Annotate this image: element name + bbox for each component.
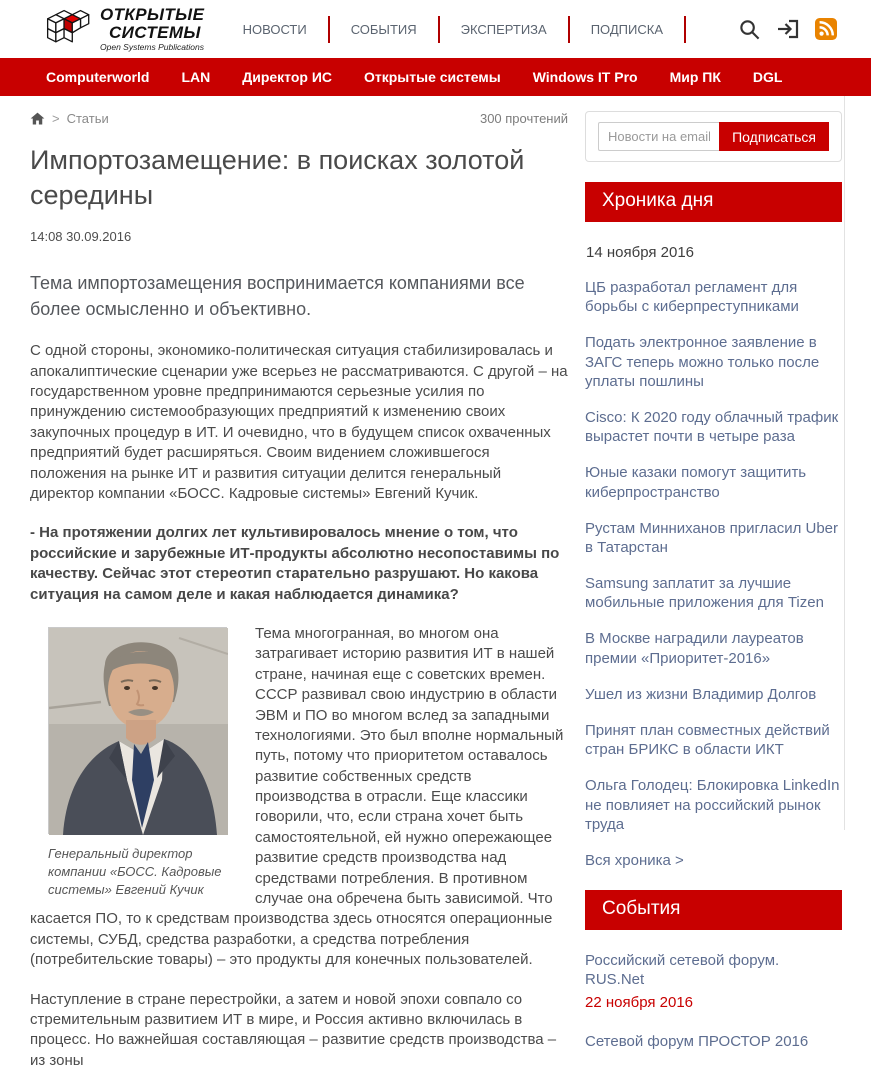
chronicle-item[interactable]: Принят план совместных действий стран БРИКС в области ИКТ (585, 722, 830, 759)
login-icon[interactable] (776, 17, 800, 41)
interview-question: - На протяжении долгих лет культивировалось мнение о том, что российские и зарубежные ИТ-продукты абсолютно несопоставимы по качеству. Сейчас этот стереотип старательно разрушают. Но какова ситуация на самом деле и какая наблюдается динамика? (30, 524, 560, 603)
logo-text (100, 6, 204, 52)
top-nav (222, 16, 686, 43)
nav-dgl[interactable]: DGL (752, 69, 783, 85)
subscribe-email-input[interactable] (598, 122, 719, 151)
logo-name-line1: ОТКРЫТЫЕ (100, 5, 205, 25)
answer-block (30, 624, 568, 1071)
read-count: 300 прочтений (479, 111, 568, 126)
chronicle-item[interactable]: Samsung заплатит за лучшие мобильные приложения для Tizen (585, 575, 824, 612)
top-nav-events[interactable]: СОБЫТИЯ (350, 21, 417, 37)
chronicle-item[interactable]: В Москве наградили лауреатов премии «Приоритет-2016» (585, 630, 804, 667)
photo-caption: Генеральный директор компании «БОСС. Кадровые системы» Евгений Кучик (48, 845, 222, 897)
event-title-link[interactable]: Российский сетевой форум. RUS.Net (585, 952, 780, 989)
article-paragraph-2: Наступление в стране перестройки, а затем и новой эпохи совпало со стремительным развитием ИТ в мире, и Россия активно включилась в процесс. Но важнейшая составляющая – развитие средств производства – из зоны (30, 990, 557, 1069)
nav-open-systems[interactable]: Открытые системы (364, 69, 501, 85)
interviewee-figure (48, 627, 229, 899)
event-item (585, 1032, 842, 1051)
events-header: События (585, 890, 842, 930)
article-lead: Тема импортозамещения воспринимается компаниями все более осмысленно и объективно. (30, 273, 525, 320)
logo-cubes-icon (46, 7, 92, 52)
top-nav-expertise[interactable]: ЭКСПЕРТИЗА (460, 21, 547, 37)
chronicle-item[interactable]: Рустам Минниханов пригласил Uber в Татарстан (585, 519, 839, 556)
subscribe-box (585, 111, 842, 162)
portrait-photo (48, 627, 227, 834)
nav-windows-it-pro[interactable]: Windows IT Pro (532, 69, 638, 85)
chronicle-item[interactable]: Подать электронное заявление в ЗАГС теперь можно только после уплаты пошлины (585, 334, 820, 390)
chronicle-date: 14 ноября 2016 (586, 244, 695, 261)
search-icon[interactable] (738, 18, 761, 41)
chronicle-item[interactable]: Ольга Голодец: Блокировка LinkedIn не повлияет на российский рынок труда (585, 777, 840, 833)
article-title: Импортозамещение: в поисках золотой середины (30, 145, 525, 210)
page-content (0, 96, 871, 1086)
breadcrumb-section-link[interactable]: Статьи (66, 111, 109, 126)
publications-nav (0, 58, 871, 96)
logo-tagline: Open Systems Publications (100, 42, 204, 53)
breadcrumb-separator: > (52, 111, 60, 126)
nav-lan[interactable]: LAN (181, 69, 211, 85)
subscribe-button[interactable]: Подписаться (719, 122, 829, 151)
sidebar (585, 111, 842, 1086)
rss-icon[interactable] (815, 18, 837, 40)
home-icon[interactable] (30, 111, 45, 126)
nav-director-is[interactable]: Директор ИС (242, 69, 332, 85)
event-item (585, 951, 842, 1010)
breadcrumb (30, 111, 568, 126)
top-nav-subscription[interactable]: ПОДПИСКА (590, 21, 663, 37)
chronicle-item[interactable]: Ушел из жизни Владимир Долгов (585, 685, 817, 703)
event-date: 22 ноября 2016 (585, 993, 694, 1011)
article-paragraph-1: С одной стороны, экономико-политическая ситуация стабилизировалась и апокалиптические сценарии уже всерьез не рассматриваются. С другой – на государственном уровне предпринимаются серьезные усилия по принуждению системообразующих предприятий к изменению своих закупочных процедур в ИТ. И очевидно, что в будущем список охваченных предприятий будет расширяться. Своим видением сложившегося положения на рынке ИТ и развития ситуации делится генеральный директор компании «БОСС. Кадровые системы» Евгений Кучик. (30, 342, 568, 503)
content-right-divider (844, 96, 845, 830)
top-nav-divider (684, 16, 686, 43)
event-title-link[interactable]: Сетевой форум ПРОСТОР 2016 (585, 1032, 809, 1050)
site-logo[interactable] (46, 6, 204, 52)
header-icons (738, 17, 837, 41)
nav-mir-pk[interactable]: Мир ПК (669, 69, 721, 85)
site-header (0, 0, 871, 58)
chronicle-item[interactable]: ЦБ разработал регламент для борьбы с киберпреступниками (585, 279, 799, 316)
top-nav-news[interactable]: НОВОСТИ (242, 21, 307, 37)
article-column (30, 111, 568, 1086)
logo-name-line2: СИСТЕМЫ (109, 23, 201, 43)
chronicle-item[interactable]: Cisco: К 2020 году облачный трафик вырастет почти в четыре раза (585, 408, 839, 446)
chronicle-header: Хроника дня (585, 182, 842, 222)
nav-computerworld[interactable]: Computerworld (46, 69, 150, 85)
chronicle-item[interactable]: Юные казаки помогут защитить киберпространство (585, 464, 807, 501)
all-chronicle-link[interactable]: Вся хроника > (585, 851, 684, 869)
article-date: 14:08 30.09.2016 (30, 229, 132, 245)
interview-answer: Тема многогранная, во многом она затрагивает историю развития ИТ в нашей стране, начиная еще с советских времен. СССР развивал свою индустрию в области ЭВМ и ПО во многом вслед за западными технологиями. Это был вполне нормальный путь, потому что приоритетом оставалось развитие собственных средств производства в отрасли. Еще классики говорили, что, если страна хочет быть самостоятельной, ей нужно опережающее развитие средств производства над средствами потребления. В противном случае она обречена быть зависимой. Что касается ПО, то к средствам производства здесь относятся операционные системы, СУБД, средства разработки, а средства потребления (потребительские товары) – это продукты для конечных пользователей. (30, 624, 564, 969)
